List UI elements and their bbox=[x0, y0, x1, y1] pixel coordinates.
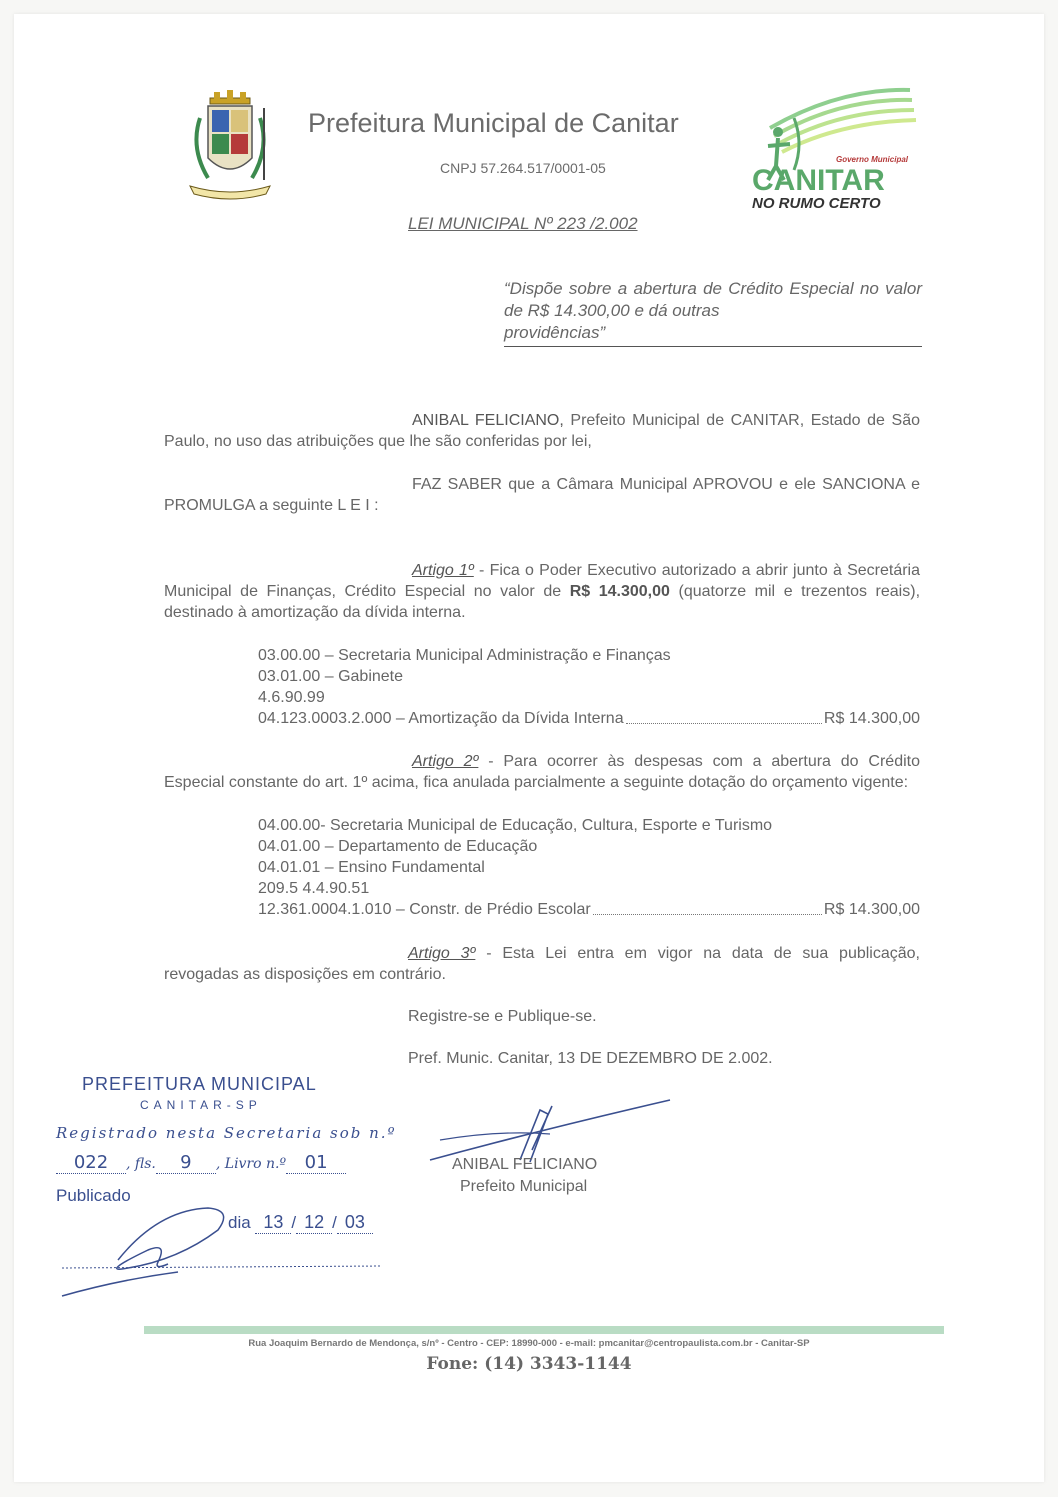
mayor-name: ANIBAL FELICIANO, bbox=[412, 412, 564, 429]
law-title: LEI MUNICIPAL Nº 223 /2.002 bbox=[408, 214, 638, 233]
article-2-label: Artigo 2º bbox=[412, 753, 479, 770]
article-1: Artigo 1º - Fica o Poder Executivo autorizado a abrir junto à Secretária Municipal de Finanças, Crédito Especial no valor de R$ 14.300,00 (quatorze mil e trezentos reais), destinado à amortização da dívida interna. bbox=[164, 562, 921, 621]
law-summary-line-2: providências” bbox=[504, 323, 606, 342]
article-2-budget-list bbox=[258, 815, 920, 920]
coat-of-arms-icon bbox=[180, 88, 280, 208]
enactment-paragraph: FAZ SABER que a Câmara Municipal APROVOU e ele SANCIONA e PROMULGA a seguinte L E I : bbox=[164, 476, 920, 514]
signer-role: Prefeito Municipal bbox=[460, 1178, 588, 1195]
list-item: 03.01.00 – Gabinete bbox=[258, 668, 404, 685]
article-2: Artigo 2º - Para ocorrer às despesas com a abertura do Crédito Especial constante do art. 1º acima, fica anulada parcialmente a seguinte dotação do orçamento vigente: bbox=[164, 753, 920, 791]
list-item-amount: 04.123.0003.2.000 – Amortização da Dívida Interna R$ 14.300,00 bbox=[258, 710, 920, 727]
stamp-signature-icon bbox=[58, 1200, 388, 1300]
law-summary bbox=[504, 278, 922, 347]
logo-name: CANITAR bbox=[752, 164, 885, 197]
article-1-value: R$ 14.300,00 bbox=[569, 583, 670, 600]
fls-number: 9 bbox=[156, 1152, 216, 1174]
cnpj-number: CNPJ 57.264.517/0001-05 bbox=[440, 160, 606, 176]
stamp-date: dia 13 / 12 / 03 bbox=[228, 1212, 373, 1234]
list-item: 04.00.00- Secretaria Municipal de Educação, Cultura, Esporte e Turismo bbox=[258, 817, 773, 834]
footer-divider bbox=[144, 1326, 944, 1334]
stamp-registry-line: 022 , fls. 9 , Livro n.º 01 bbox=[56, 1152, 346, 1174]
article-1-label: Artigo 1º bbox=[412, 562, 474, 579]
stamp-title: PREFEITURA MUNICIPAL bbox=[82, 1074, 317, 1094]
logo-tagline: Governo Municipal bbox=[836, 155, 909, 164]
date-line: Pref. Munic. Canitar, 13 DE DEZEMBRO DE 2.002. bbox=[408, 1050, 773, 1067]
logo-slogan: NO RUMO CERTO bbox=[752, 195, 881, 212]
stamp-subtitle: CANITAR-SP bbox=[140, 1098, 262, 1112]
law-summary-line-1: “Dispõe sobre a abertura de Crédito Especial no valor de R$ 14.300,00 e dá outras bbox=[504, 279, 922, 320]
list-item: 04.01.01 – Ensino Fundamental bbox=[258, 859, 485, 876]
stamp-published: Publicado bbox=[56, 1186, 131, 1205]
article-3: Artigo 3º - Esta Lei entra em vigor na data de sua publicação, revogadas as disposições em contrário. bbox=[164, 945, 921, 983]
signer-name: ANIBAL FELICIANO bbox=[452, 1156, 598, 1173]
article-3-label: Artigo 3º bbox=[408, 945, 476, 962]
footer-phone: Fone: (14) 3343-1144 bbox=[426, 1354, 632, 1374]
intro-paragraph: ANIBAL FELICIANO, Prefeito Municipal de CANITAR, Estado de São Paulo, no uso das atribuições que lhe são conferidas por lei, bbox=[164, 412, 920, 450]
list-item: 03.00.00 – Secretaria Municipal Administração e Finanças bbox=[258, 647, 671, 664]
livro-number: 01 bbox=[286, 1152, 346, 1174]
list-item: 04.01.00 – Departamento de Educação bbox=[258, 838, 538, 855]
article-1-budget-list bbox=[258, 645, 920, 729]
register-text: Registre-se e Publique-se. bbox=[408, 1008, 597, 1025]
page-title: Prefeitura Municipal de Canitar bbox=[308, 108, 679, 138]
list-item: 209.5 4.4.90.51 bbox=[258, 880, 370, 897]
footer-address: Rua Joaquim Bernardo de Mendonça, s/nº - Centro - CEP: 18990-000 - e-mail: pmcanitar@centropaulista.com.br - Canitar-SP bbox=[248, 1338, 810, 1349]
registry-number: 022 bbox=[56, 1152, 126, 1174]
list-item-amount: 12.361.0004.1.010 – Constr. de Prédio Escolar R$ 14.300,00 bbox=[258, 901, 920, 918]
stamp-registered: Registrado nesta Secretaria sob n.º bbox=[56, 1124, 397, 1142]
list-item: 4.6.90.99 bbox=[258, 689, 325, 706]
canitar-logo bbox=[750, 88, 930, 213]
